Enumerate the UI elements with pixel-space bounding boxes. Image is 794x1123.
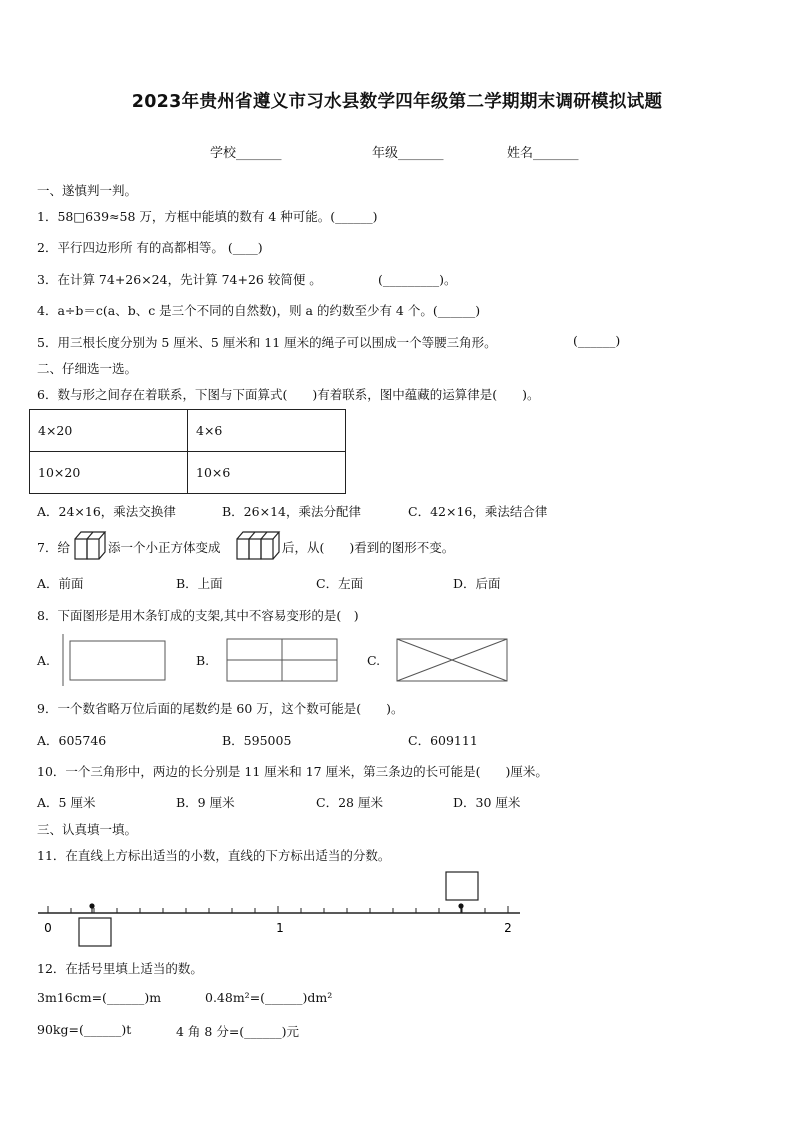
name-field: 姓名_______ xyxy=(507,146,579,161)
question-1: 1．58□639≈58 万，方框中能填的数有 4 种可能。(______) xyxy=(37,209,378,224)
q11-marker-2 xyxy=(458,903,463,908)
q10-option-a: A．5 厘米 xyxy=(37,795,96,810)
page-title: 2023年贵州省遵义市习水县数学四年级第二学期期末调研模拟试题 xyxy=(131,92,663,112)
q7-option-b: B．上面 xyxy=(176,576,223,591)
table-cell: 4×6 xyxy=(188,410,346,452)
question-3-blank: (_________)。 xyxy=(378,272,457,287)
q11-answer-box-bottom xyxy=(79,918,111,946)
question-9: 9．一个数省略万位后面的尾数约是 60 万，这个数可能是( )。 xyxy=(37,701,404,716)
number-line xyxy=(0,868,794,948)
q7-option-d: D．后面 xyxy=(453,576,501,591)
tick-label-0: 0 xyxy=(44,921,52,935)
two-cubes-figure xyxy=(74,529,106,561)
q9-option-b: B．595005 xyxy=(222,733,292,748)
question-10: 10．一个三角形中，两边的长分别是 11 厘米和 17 厘米，第三条边的长可能是( )厘米。 xyxy=(37,764,548,779)
three-cubes-figure xyxy=(236,529,282,561)
q7-option-c: C．左面 xyxy=(316,576,364,591)
q6-option-b: B．26×14，乘法分配律 xyxy=(222,504,361,519)
q8-label-b: B. xyxy=(196,653,210,668)
frame-b-figure xyxy=(226,638,338,682)
question-7-middle: 添一个小正方体变成 xyxy=(108,540,221,555)
grade-field: 年级_______ xyxy=(372,146,444,161)
q10-option-c: C．28 厘米 xyxy=(316,795,383,810)
q12-item-2: 0.48m²=(______)dm² xyxy=(205,990,333,1005)
question-5-blank: (______) xyxy=(573,333,621,348)
question-8: 8．下面图形是用木条钉成的支架,其中不容易变形的是( ) xyxy=(37,608,359,623)
question-2: 2．平行四边形所 有的高都相等。 (____) xyxy=(37,240,263,255)
q8-label-c: C. xyxy=(367,653,381,668)
q12-item-3: 90kg=(______)t xyxy=(37,1022,132,1037)
section-1-heading: 一、遂慎判一判。 xyxy=(37,183,138,198)
frame-a-figure xyxy=(62,634,166,686)
q11-answer-box-top xyxy=(446,872,478,900)
table-cell: 4×20 xyxy=(30,410,188,452)
section-2-heading: 二、仔细选一选。 xyxy=(37,361,138,376)
q10-option-b: B．9 厘米 xyxy=(176,795,235,810)
question-5: 5．用三根长度分别为 5 厘米、5 厘米和 11 厘米的绳子可以围成一个等腰三角形。 xyxy=(37,335,497,350)
q8-label-a: A. xyxy=(37,653,51,668)
question-11: 11．在直线上方标出适当的小数，直线的下方标出适当的分数。 xyxy=(37,848,391,863)
q6-area-table xyxy=(29,409,346,494)
school-field: 学校_______ xyxy=(210,146,282,161)
q10-option-d: D．30 厘米 xyxy=(453,795,521,810)
tick-label-1: 1 xyxy=(276,921,284,935)
question-12: 12．在括号里填上适当的数。 xyxy=(37,961,203,976)
question-7-start: 7．给 xyxy=(37,540,70,555)
q12-item-1: 3m16cm=(______)m xyxy=(37,990,162,1005)
q11-marker-1 xyxy=(89,903,94,908)
q9-option-a: A．605746 xyxy=(37,733,107,748)
frame-c-figure xyxy=(396,638,508,682)
q12-item-4: 4 角 8 分=(______)元 xyxy=(176,1024,300,1039)
section-3-heading: 三、认真填一填。 xyxy=(37,822,138,837)
question-6: 6．数与形之间存在着联系，下图与下面算式( )有着联系，图中蕴藏的运算律是( )。 xyxy=(37,387,540,402)
question-7-end: 后，从( )看到的图形不变。 xyxy=(282,540,455,555)
table-cell: 10×6 xyxy=(188,452,346,494)
question-4: 4．a÷b＝c(a、b、c 是三个不同的自然数)，则 a 的约数至少有 4 个。(______) xyxy=(37,303,481,318)
tick-label-2: 2 xyxy=(504,921,512,935)
q7-option-a: A．前面 xyxy=(37,576,84,591)
q9-option-c: C．609111 xyxy=(408,733,478,748)
question-3: 3．在计算 74+26×24，先计算 74+26 较简便 。 xyxy=(37,272,322,287)
q6-option-c: C．42×16，乘法结合律 xyxy=(408,504,548,519)
q6-option-a: A．24×16，乘法交换律 xyxy=(37,504,176,519)
table-cell: 10×20 xyxy=(30,452,188,494)
